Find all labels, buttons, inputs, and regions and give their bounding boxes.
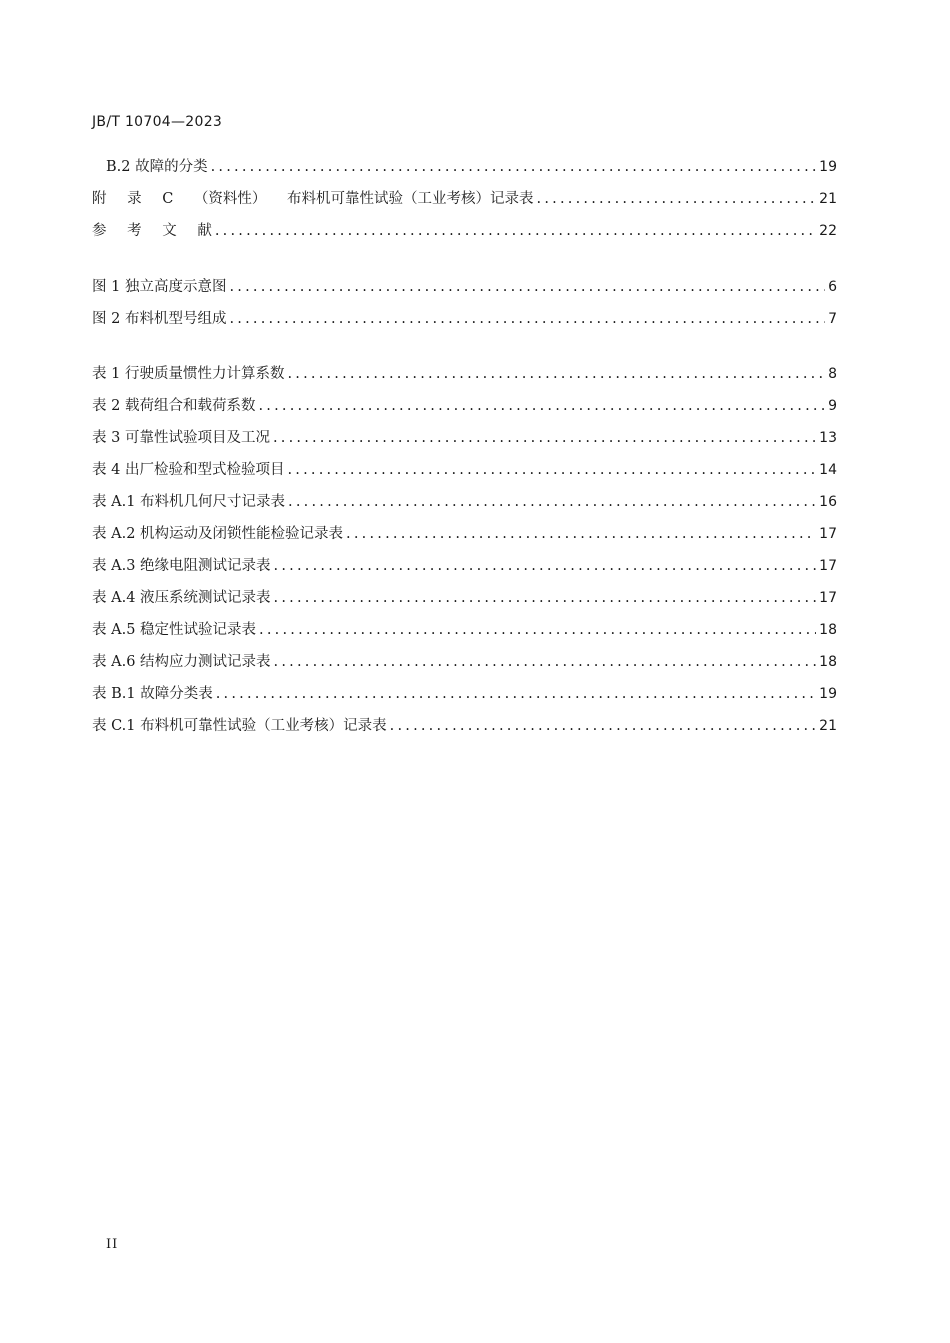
leader-dots [258,396,825,416]
toc-entry-page: 14 [819,462,837,478]
leader-dots [287,364,825,384]
toc-entry-title: 表 A.4 液压系统测试记录表 [92,590,271,606]
toc-entry-table-a3[interactable] [92,554,837,576]
toc-entry-page: 8 [828,366,837,382]
leader-dots [537,189,817,209]
toc-entry-title: 参 考 文 献 [92,223,212,239]
leader-dots [229,309,825,329]
toc-entry-page: 18 [819,622,837,638]
leader-dots [288,492,816,512]
toc-entry-figure-2[interactable] [92,307,837,329]
toc-entry-table-4[interactable] [92,458,837,480]
toc-entry-page: 16 [819,494,837,510]
toc-entry-page: 21 [819,191,837,207]
toc-entry-table-b1[interactable] [92,682,837,704]
toc-entry-title: 附 录 C （资料性） 布料机可靠性试验（工业考核）记录表 [92,191,534,207]
toc-entry-page: 17 [819,558,837,574]
toc-entry-table-a2[interactable] [92,522,837,544]
leader-dots [274,588,817,608]
toc-entry-page: 6 [828,279,837,295]
leader-dots [211,157,817,177]
toc-entry-appendix-c[interactable] [92,187,837,209]
toc-entry-table-c1[interactable] [92,714,837,736]
leader-dots [273,428,816,448]
toc-entry-table-3[interactable] [92,426,837,448]
toc-entry-page: 21 [819,718,837,734]
toc-entry-table-a5[interactable] [92,618,837,640]
toc-entry-table-a4[interactable] [92,586,837,608]
toc-entry-table-a6[interactable] [92,650,837,672]
leader-dots [229,277,825,297]
leader-dots [390,716,817,736]
leader-dots [216,684,816,704]
toc-entry-title: 表 A.6 结构应力测试记录表 [92,654,271,670]
toc-entry-table-2[interactable] [92,394,837,416]
toc-entry-title: B.2 故障的分类 [106,159,208,175]
toc-entry-title: 表 A.1 布料机几何尺寸记录表 [92,494,286,510]
toc-entry-references[interactable] [92,219,837,241]
toc-entry-page: 18 [819,654,837,670]
toc-entry-title: 表 4 出厂检验和型式检验项目 [92,462,285,478]
leader-dots [215,221,816,241]
toc-entry-page: 9 [828,398,837,414]
leader-dots [346,524,816,544]
page-number: II [106,1237,119,1252]
toc-entry-title: 表 1 行驶质量惯性力计算系数 [92,366,285,382]
leader-dots [259,620,816,640]
toc-entry-page: 22 [819,223,837,239]
toc-entry-title: 图 1 独立高度示意图 [92,279,227,295]
toc-entry-page: 19 [819,159,837,175]
toc-entry-title: 表 C.1 布料机可靠性试验（工业考核）记录表 [92,718,387,734]
toc-entry-table-1[interactable] [92,362,837,384]
toc-entry-title: 表 A.2 机构运动及闭锁性能检验记录表 [92,526,344,542]
document-id: JB/T 10704—2023 [92,114,223,130]
toc-entry-b2[interactable] [106,155,837,177]
leader-dots [287,460,816,480]
toc-entry-title: 表 A.3 绝缘电阻测试记录表 [92,558,271,574]
toc-entry-page: 17 [819,590,837,606]
toc-entry-title: 表 A.5 稳定性试验记录表 [92,622,257,638]
toc-entry-page: 17 [819,526,837,542]
toc-entry-title: 表 2 载荷组合和载荷系数 [92,398,256,414]
leader-dots [274,652,817,672]
toc-entry-figure-1[interactable] [92,275,837,297]
toc-entry-title: 表 B.1 故障分类表 [92,686,213,702]
toc-entry-page: 19 [819,686,837,702]
leader-dots [274,556,817,576]
toc-entry-title: 表 3 可靠性试验项目及工况 [92,430,270,446]
toc-entry-page: 13 [819,430,837,446]
toc-entry-page: 7 [828,311,837,327]
toc-entry-table-a1[interactable] [92,490,837,512]
toc-entry-title: 图 2 布料机型号组成 [92,311,227,327]
